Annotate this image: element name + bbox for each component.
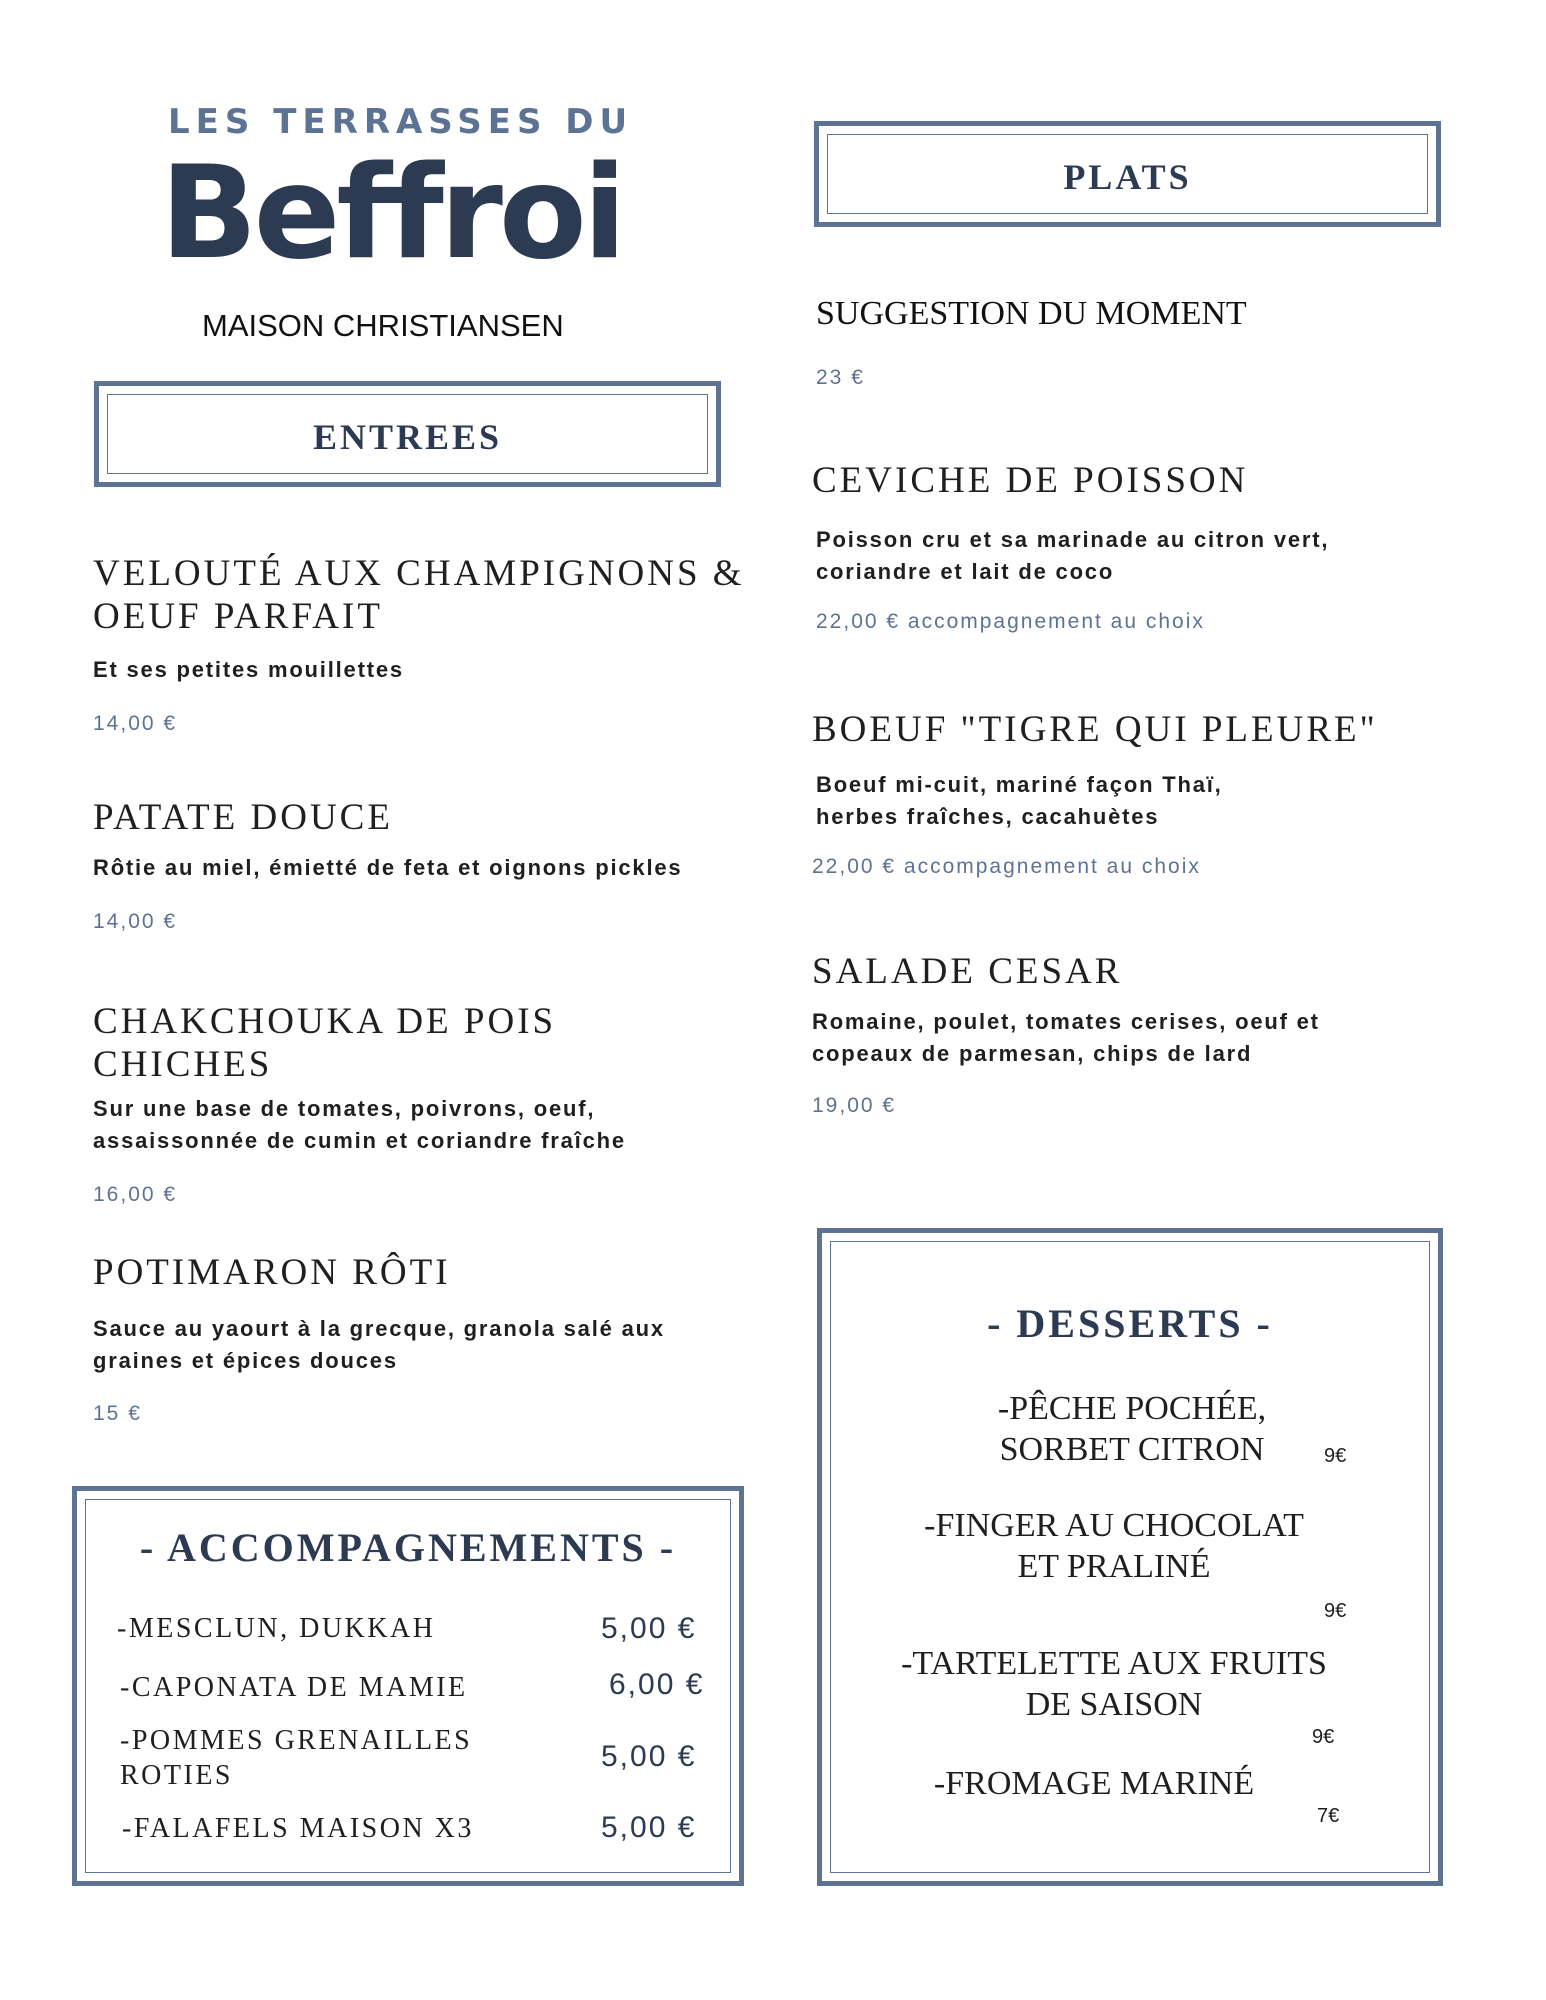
dessert-price: 7€ (1317, 1805, 1340, 1827)
entree-name: PATATE DOUCE (93, 797, 393, 838)
plat-price: 22,00 € accompagnement au choix (812, 855, 1201, 878)
entree-name: POTIMARON RÔTI (93, 1252, 451, 1293)
dessert-name: -TARTELETTE AUX FRUITS DE SAISON (901, 1645, 1327, 1724)
accompagnement-name: -FALAFELS MAISON X3 (122, 1813, 474, 1844)
accompagnement-price: 5,00 € (601, 1740, 697, 1773)
plat-name: SUGGESTION DU MOMENT (816, 295, 1247, 332)
entrees-heading-frame (94, 381, 721, 487)
entree-description: Et ses petites mouillettes (93, 657, 404, 682)
entree-price: 14,00 € (93, 910, 178, 933)
entree-name: VELOUTÉ AUX CHAMPIGNONS & OEUF PARFAIT (93, 553, 745, 637)
accompagnement-name: -MESCLUN, DUKKAH (117, 1613, 436, 1644)
dessert-name: -PÊCHE POCHÉE, SORBET CITRON (997, 1390, 1267, 1469)
accompagnements-box (72, 1486, 744, 1886)
accompagnement-name: -POMMES GRENAILLES ROTIES (120, 1725, 473, 1791)
brand-subtitle: MAISON CHRISTIANSEN (202, 308, 564, 343)
plats-heading-frame (814, 121, 1441, 227)
plat-name: SALADE CESAR (812, 951, 1123, 992)
brand-logo: Beffroi (160, 139, 623, 288)
entree-price: 16,00 € (93, 1183, 178, 1206)
desserts-box (817, 1228, 1443, 1886)
accompagnement-price: 6,00 € (609, 1668, 705, 1701)
entree-description: Sur une base de tomates, poivrons, oeuf, assaissonnée de cumin et coriandre fraîche (93, 1096, 626, 1153)
entrees-title: ENTREES (312, 417, 503, 457)
accompagnement-price: 5,00 € (601, 1811, 697, 1844)
entree-price: 15 € (93, 1402, 142, 1425)
plat-name: BOEUF "TIGRE QUI PLEURE" (812, 709, 1378, 750)
plat-price: 22,00 € accompagnement au choix (816, 610, 1205, 633)
plat-description: Poisson cru et sa marinade au citron vert, coriandre et lait de coco (816, 527, 1330, 584)
entree-name: CHAKCHOUKA DE POIS CHICHES (93, 1001, 557, 1085)
dessert-name: -FROMAGE MARINÉ (933, 1765, 1255, 1802)
dessert-name: -FINGER AU CHOCOLAT ET PRALINÉ (924, 1507, 1304, 1586)
plat-description: Boeuf mi-cuit, mariné façon Thaï, herbes fraîches, cacahuètes (816, 772, 1223, 829)
dessert-price: 9€ (1324, 1600, 1347, 1622)
plat-price: 23 € (816, 366, 865, 389)
entree-description: Rôtie au miel, émietté de feta et oignons pickles (93, 855, 683, 880)
accompagnement-name: -CAPONATA DE MAMIE (120, 1672, 468, 1703)
brand-tagline: LES TERRASSES DU (168, 102, 634, 142)
plat-name: CEVICHE DE POISSON (812, 460, 1249, 501)
desserts-title: - DESSERTS - (987, 1301, 1273, 1346)
entree-price: 14,00 € (93, 712, 178, 735)
accompagnement-price: 5,00 € (601, 1612, 697, 1645)
dessert-price: 9€ (1324, 1445, 1347, 1467)
entree-description: Sauce au yaourt à la grecque, granola salé aux graines et épices douces (93, 1316, 665, 1373)
dessert-price: 9€ (1312, 1726, 1335, 1748)
plats-title: PLATS (1063, 157, 1192, 197)
plat-description: Romaine, poulet, tomates cerises, oeuf et copeaux de parmesan, chips de lard (812, 1009, 1320, 1066)
plat-price: 19,00 € (812, 1094, 897, 1117)
accompagnements-title: - ACCOMPAGNEMENTS - (139, 1525, 677, 1570)
